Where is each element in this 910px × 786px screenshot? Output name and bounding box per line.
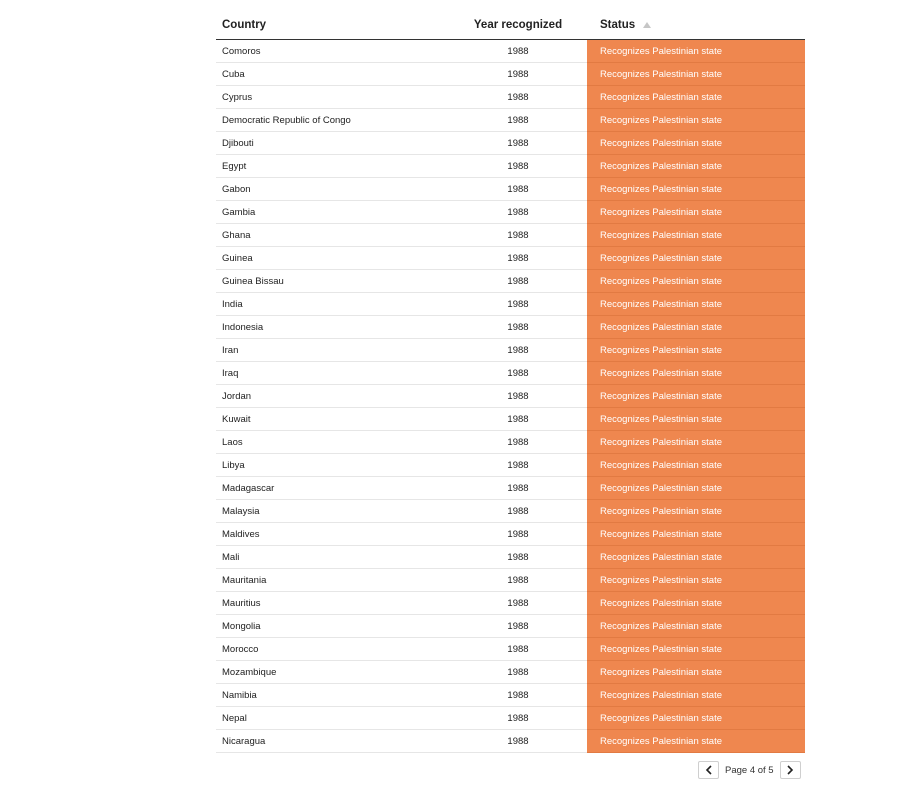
status-cell: Recognizes Palestinian state bbox=[587, 339, 805, 362]
previous-page-button[interactable] bbox=[698, 761, 719, 779]
year-cell: 1988 bbox=[507, 528, 529, 540]
status-cell: Recognizes Palestinian state bbox=[587, 247, 805, 270]
status-cell: Recognizes Palestinian state bbox=[587, 201, 805, 224]
status-cell: Recognizes Palestinian state bbox=[587, 615, 805, 638]
country-cell: Mongolia bbox=[222, 620, 261, 632]
year-cell: 1988 bbox=[507, 505, 529, 517]
status-cell: Recognizes Palestinian state bbox=[587, 661, 805, 684]
country-cell: Djibouti bbox=[222, 137, 254, 149]
table-row bbox=[216, 201, 805, 224]
column-header-year[interactable] bbox=[449, 10, 587, 39]
year-cell: 1988 bbox=[507, 252, 529, 264]
table-row bbox=[216, 592, 805, 615]
year-cell: 1988 bbox=[507, 229, 529, 241]
table-row bbox=[216, 109, 805, 132]
year-cell: 1988 bbox=[507, 666, 529, 678]
status-cell: Recognizes Palestinian state bbox=[587, 362, 805, 385]
table-body bbox=[216, 40, 805, 753]
year-cell: 1988 bbox=[507, 160, 529, 172]
status-cell: Recognizes Palestinian state bbox=[587, 546, 805, 569]
country-cell: Jordan bbox=[222, 390, 252, 402]
year-cell: 1988 bbox=[507, 91, 529, 103]
year-cell: 1988 bbox=[507, 413, 529, 425]
status-cell: Recognizes Palestinian state bbox=[587, 500, 805, 523]
column-header-status[interactable] bbox=[587, 10, 805, 39]
status-cell: Recognizes Palestinian state bbox=[587, 385, 805, 408]
table-row bbox=[216, 615, 805, 638]
country-cell: Nepal bbox=[222, 712, 247, 724]
status-cell: Recognizes Palestinian state bbox=[587, 155, 805, 178]
table-row bbox=[216, 270, 805, 293]
table-row bbox=[216, 224, 805, 247]
year-cell: 1988 bbox=[507, 114, 529, 126]
table-row bbox=[216, 293, 805, 316]
table-row bbox=[216, 132, 805, 155]
year-cell: 1988 bbox=[507, 735, 529, 747]
year-cell: 1988 bbox=[507, 620, 529, 632]
table-row bbox=[216, 247, 805, 270]
chevron-right-icon bbox=[786, 765, 794, 775]
table-row bbox=[216, 569, 805, 592]
status-cell: Recognizes Palestinian state bbox=[587, 63, 805, 86]
country-cell: Ghana bbox=[222, 229, 251, 241]
table-row bbox=[216, 523, 805, 546]
country-cell: Mozambique bbox=[222, 666, 277, 678]
year-cell: 1988 bbox=[507, 275, 529, 287]
year-cell: 1988 bbox=[507, 390, 529, 402]
country-cell: Democratic Republic of Congo bbox=[222, 114, 351, 126]
table-row bbox=[216, 500, 805, 523]
country-cell: Indonesia bbox=[222, 321, 264, 333]
status-cell: Recognizes Palestinian state bbox=[587, 523, 805, 546]
country-cell: Gambia bbox=[222, 206, 256, 218]
country-cell: Cuba bbox=[222, 68, 245, 80]
status-cell: Recognizes Palestinian state bbox=[587, 454, 805, 477]
column-header-country-label: Country bbox=[222, 18, 267, 31]
year-cell: 1988 bbox=[507, 574, 529, 586]
country-cell: Guinea Bissau bbox=[222, 275, 284, 287]
table-row bbox=[216, 477, 805, 500]
table-row bbox=[216, 431, 805, 454]
country-cell: Guinea bbox=[222, 252, 253, 264]
year-cell: 1988 bbox=[507, 643, 529, 655]
country-cell: Mauritania bbox=[222, 574, 267, 586]
country-cell: Comoros bbox=[222, 45, 261, 57]
country-cell: Nicaragua bbox=[222, 735, 266, 747]
year-cell: 1988 bbox=[507, 597, 529, 609]
status-cell: Recognizes Palestinian state bbox=[587, 224, 805, 247]
country-cell: Iraq bbox=[222, 367, 239, 379]
country-cell: Libya bbox=[222, 459, 245, 471]
country-cell: Madagascar bbox=[222, 482, 275, 494]
country-cell: Kuwait bbox=[222, 413, 251, 425]
table-row bbox=[216, 316, 805, 339]
table-header bbox=[216, 10, 805, 40]
status-cell: Recognizes Palestinian state bbox=[587, 293, 805, 316]
status-cell: Recognizes Palestinian state bbox=[587, 178, 805, 201]
status-cell: Recognizes Palestinian state bbox=[587, 109, 805, 132]
table-row bbox=[216, 684, 805, 707]
year-cell: 1988 bbox=[507, 459, 529, 471]
year-cell: 1988 bbox=[507, 712, 529, 724]
country-cell: Egypt bbox=[222, 160, 247, 172]
column-header-status-label: Status bbox=[600, 18, 636, 31]
country-cell: Maldives bbox=[222, 528, 260, 540]
country-cell: India bbox=[222, 298, 243, 310]
table-row bbox=[216, 40, 805, 63]
year-cell: 1988 bbox=[507, 298, 529, 310]
year-cell: 1988 bbox=[507, 551, 529, 563]
year-cell: 1988 bbox=[507, 206, 529, 218]
year-cell: 1988 bbox=[507, 68, 529, 80]
status-cell: Recognizes Palestinian state bbox=[587, 316, 805, 339]
table-row bbox=[216, 707, 805, 730]
year-cell: 1988 bbox=[507, 183, 529, 195]
status-cell: Recognizes Palestinian state bbox=[587, 684, 805, 707]
country-cell: Morocco bbox=[222, 643, 259, 655]
year-cell: 1988 bbox=[507, 689, 529, 701]
table-row bbox=[216, 86, 805, 109]
table-row bbox=[216, 638, 805, 661]
pagination bbox=[698, 760, 801, 780]
table-row bbox=[216, 155, 805, 178]
status-cell: Recognizes Palestinian state bbox=[587, 431, 805, 454]
table-row bbox=[216, 730, 805, 753]
table-row bbox=[216, 454, 805, 477]
status-cell: Recognizes Palestinian state bbox=[587, 569, 805, 592]
status-cell: Recognizes Palestinian state bbox=[587, 132, 805, 155]
sort-ascending-icon bbox=[643, 22, 651, 28]
country-cell: Mauritius bbox=[222, 597, 261, 609]
table-row bbox=[216, 178, 805, 201]
column-header-year-label: Year recognized bbox=[473, 18, 563, 31]
status-cell: Recognizes Palestinian state bbox=[587, 707, 805, 730]
country-cell: Laos bbox=[222, 436, 243, 448]
country-cell: Namibia bbox=[222, 689, 257, 701]
year-cell: 1988 bbox=[507, 321, 529, 333]
table-row bbox=[216, 661, 805, 684]
table-row bbox=[216, 408, 805, 431]
country-cell: Malaysia bbox=[222, 505, 260, 517]
next-page-button[interactable] bbox=[780, 761, 801, 779]
year-cell: 1988 bbox=[507, 137, 529, 149]
year-cell: 1988 bbox=[507, 436, 529, 448]
status-cell: Recognizes Palestinian state bbox=[587, 638, 805, 661]
status-cell: Recognizes Palestinian state bbox=[587, 592, 805, 615]
year-cell: 1988 bbox=[507, 482, 529, 494]
page-indicator: Page 4 of 5 bbox=[725, 764, 774, 776]
table-row bbox=[216, 362, 805, 385]
table-row bbox=[216, 546, 805, 569]
country-cell: Mali bbox=[222, 551, 240, 563]
status-cell: Recognizes Palestinian state bbox=[587, 270, 805, 293]
status-cell: Recognizes Palestinian state bbox=[587, 730, 805, 753]
chevron-left-icon bbox=[705, 765, 713, 775]
table-row bbox=[216, 385, 805, 408]
country-cell: Gabon bbox=[222, 183, 251, 195]
table-row bbox=[216, 63, 805, 86]
status-cell: Recognizes Palestinian state bbox=[587, 408, 805, 431]
year-cell: 1988 bbox=[507, 367, 529, 379]
status-cell: Recognizes Palestinian state bbox=[587, 477, 805, 500]
data-table bbox=[216, 10, 805, 753]
country-cell: Cyprus bbox=[222, 91, 253, 103]
year-cell: 1988 bbox=[507, 344, 529, 356]
year-cell: 1988 bbox=[507, 45, 529, 57]
status-cell: Recognizes Palestinian state bbox=[587, 40, 805, 63]
status-cell: Recognizes Palestinian state bbox=[587, 86, 805, 109]
table-row bbox=[216, 339, 805, 362]
column-header-country[interactable] bbox=[216, 10, 449, 39]
country-cell: Iran bbox=[222, 344, 239, 356]
